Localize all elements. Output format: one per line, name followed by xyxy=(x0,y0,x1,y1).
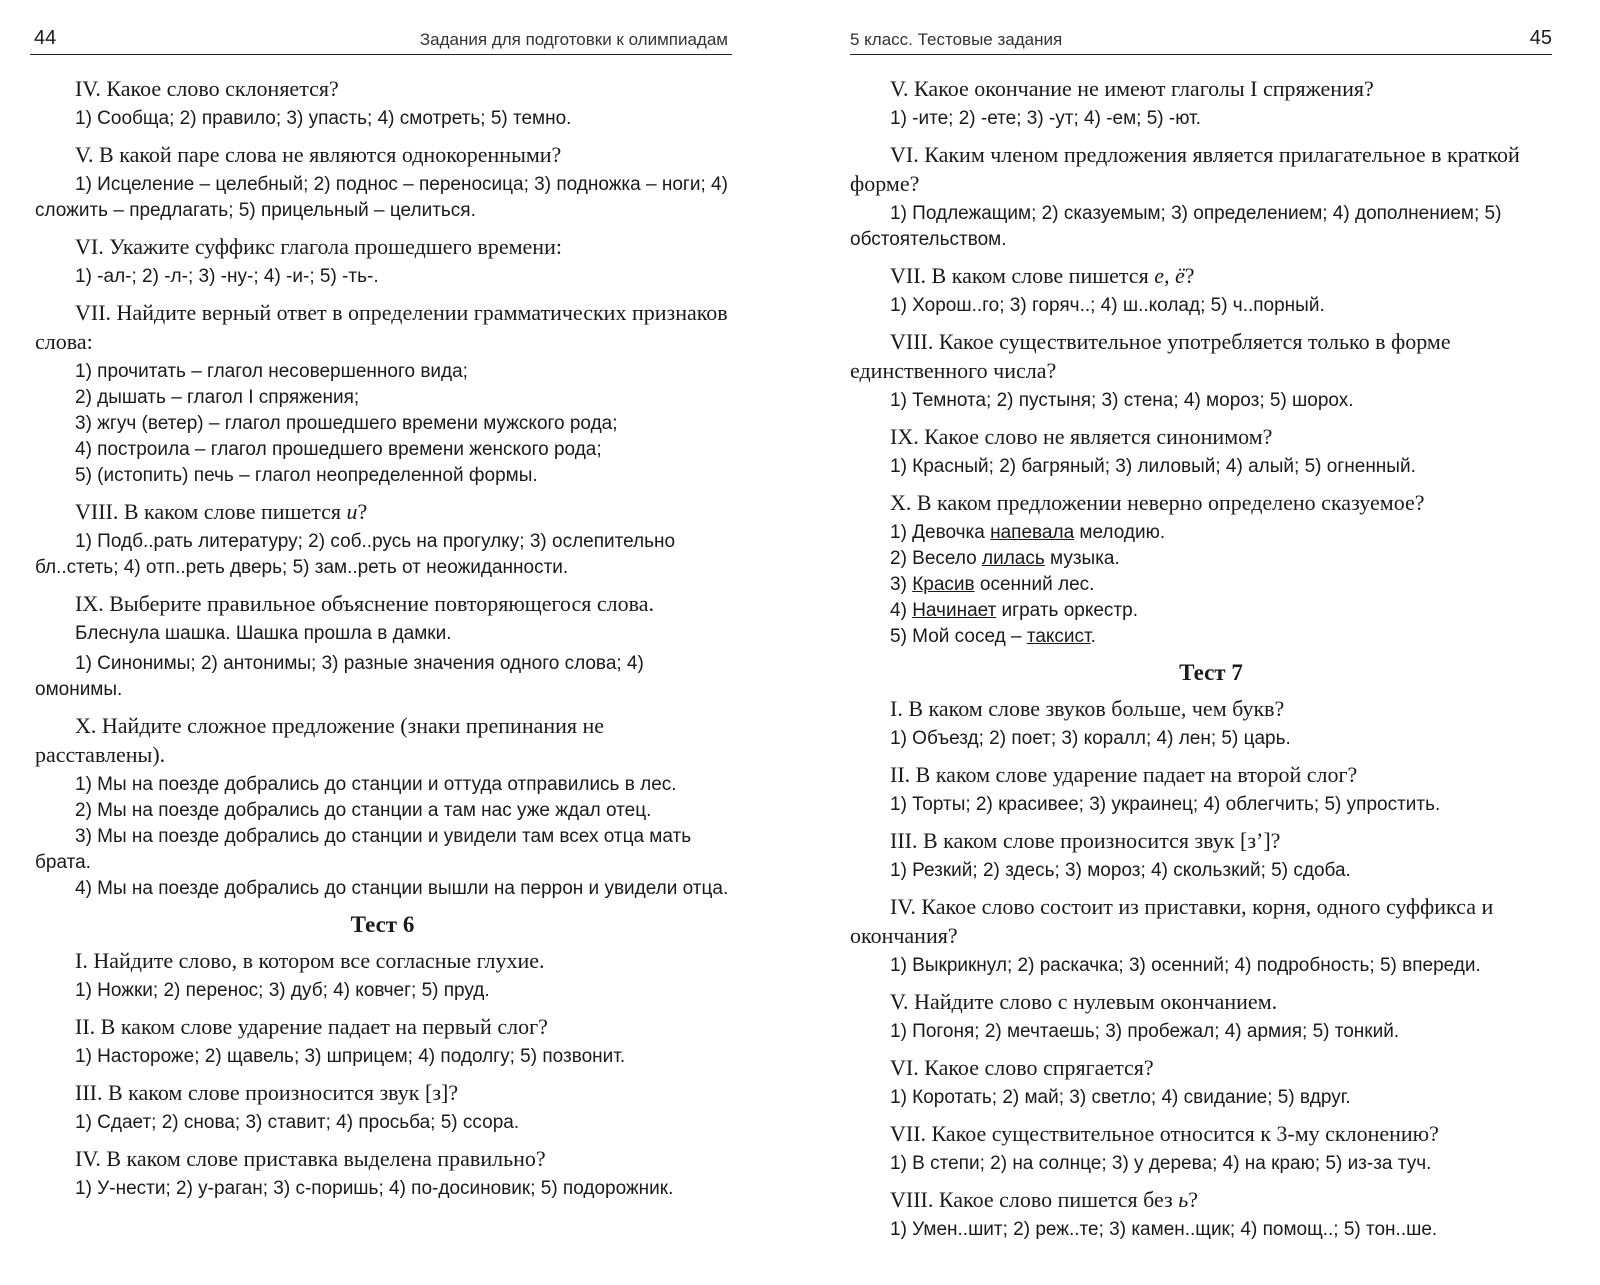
item-text: 3) xyxy=(890,574,913,595)
question-letters: е, ё xyxy=(1154,263,1185,288)
left-page xyxy=(0,0,760,1285)
answer-option: 2) Мы на поезде добрались до станции а там нас уже ждал отец. xyxy=(75,800,652,821)
answer-options: 1) У-нести; 2) у-раган; 3) с-поришь; 4) по-досиновик; 5) подорожник. xyxy=(75,1178,674,1199)
item-text: осенний лес. xyxy=(974,574,1095,595)
right-page xyxy=(830,0,1600,1285)
item-text: мелодию. xyxy=(1074,522,1166,543)
question: I. В каком слове звуков больше, чем букв? xyxy=(890,696,1285,721)
question: II. В каком слове ударение падает на первый слог? xyxy=(75,1014,548,1039)
left-running-head xyxy=(30,22,732,55)
question: II. В каком слове ударение падает на второй слог? xyxy=(890,762,1358,787)
answer-options: 1) Подлежащим; 2) сказуемым; 3) определением; 4) дополнением; 5) обстоятельством. xyxy=(850,203,1502,250)
underlined-predicate: таксист xyxy=(1026,626,1091,647)
answer-options: 1) Темнота; 2) пустыня; 3) стена; 4) мороз; 5) шорох. xyxy=(890,390,1354,411)
question: VII. Найдите верный ответ в определении грамматических признаков слова: xyxy=(35,300,728,354)
item-text: играть оркестр. xyxy=(996,600,1138,621)
underlined-predicate: Начинает xyxy=(912,600,997,621)
list-item: 4) построила – глагол прошедшего времени женского рода; xyxy=(75,439,602,460)
question: IV. В каком слове приставка выделена правильно? xyxy=(75,1146,546,1171)
question: X. В каком предложении неверно определено сказуемое? xyxy=(890,490,1425,515)
question: IX. Выберите правильное объяснение повторяющегося слова. xyxy=(75,591,654,616)
question: IX. Какое слово не является синонимом? xyxy=(890,424,1273,449)
question: VII. Какое существительное относится к 3-му склонению? xyxy=(890,1121,1439,1146)
answer-options: 1) Синонимы; 2) антонимы; 3) разные значения одного слова; 4) омонимы. xyxy=(35,653,644,700)
question-text: VIII. Какое слово пишется без xyxy=(890,1187,1179,1212)
question: VIII. Какое существительное употребляется только в форме единственного числа? xyxy=(850,329,1451,383)
question-mark: ? xyxy=(1184,263,1195,288)
list-item xyxy=(890,520,1572,546)
underlined-predicate: напевала xyxy=(990,522,1075,543)
list-item: 3) жгуч (ветер) – глагол прошедшего времени мужского рода; xyxy=(75,413,618,434)
right-content xyxy=(850,66,1572,1247)
answer-options: 1) Выкрикнул; 2) раскачка; 3) осенний; 4) подробность; 5) впереди. xyxy=(890,955,1481,976)
answer-options: 1) Подб..рать литературу; 2) соб..русь на прогулку; 3) ослепительно бл..стеть; 4) отп..реть дверь; 5) зам..реть от неожиданности. xyxy=(35,531,676,578)
question-mark: ? xyxy=(357,499,368,524)
left-head-title: Задания для подготовки к олимпиадам xyxy=(419,30,728,49)
left-content xyxy=(35,66,730,1206)
item-text: 4) xyxy=(890,600,913,621)
list-item xyxy=(890,598,1572,624)
question: V. Какое окончание не имеют глаголы I спряжения? xyxy=(890,76,1374,101)
answer-list xyxy=(35,359,730,489)
answer-option: 1) Мы на поезде добрались до станции и оттуда отправились в лес. xyxy=(75,774,677,795)
question: IV. Какое слово состоит из приставки, корня, одного суффикса и окончания? xyxy=(850,894,1494,948)
question: I. Найдите слово, в котором все согласные глухие. xyxy=(75,948,545,973)
question: III. В каком слове произносится звук [з’]? xyxy=(890,828,1281,853)
list-item: 2) дышать – глагол I спряжения; xyxy=(75,387,360,408)
question-sample-text: Блеснула шашка. Шашка прошла в дамки. xyxy=(75,623,452,644)
answer-options: 1) Исцеление – целебный; 2) поднос – переносица; 3) подножка – ноги; 4) сложить – предлагать; 5) прицельный – целиться. xyxy=(35,174,728,221)
question: IV. Какое слово склоняется? xyxy=(75,76,339,101)
answer-list xyxy=(850,520,1572,650)
answer-options: 1) Сообща; 2) правило; 3) упасть; 4) смотреть; 5) темно. xyxy=(75,108,572,129)
answer-options: 1) Красный; 2) багряный; 3) лиловый; 4) алый; 5) огненный. xyxy=(890,456,1416,477)
answer-options: 1) -ал-; 2) -л-; 3) -ну-; 4) -и-; 5) -ть-. xyxy=(75,266,379,287)
item-text: 2) Весело xyxy=(890,548,982,569)
question-letter: ь xyxy=(1178,1187,1189,1212)
item-text: . xyxy=(1090,626,1096,647)
answer-options: 1) Умен..шит; 2) реж..те; 3) камен..щик; 4) помощ..; 5) тон..ше. xyxy=(890,1219,1438,1240)
question: V. Найдите слово с нулевым окончанием. xyxy=(890,989,1278,1014)
answer-options: 1) Объезд; 2) поет; 3) коралл; 4) лен; 5) царь. xyxy=(890,728,1291,749)
test-7-title: Тест 7 xyxy=(1179,660,1243,685)
answer-options: 1) Сдает; 2) снова; 3) ставит; 4) просьба; 5) ссора. xyxy=(75,1112,520,1133)
answer-option: 3) Мы на поезде добрались до станции и увидели там всех отца мать брата. xyxy=(35,826,692,873)
question: VI. Какое слово спрягается? xyxy=(890,1055,1154,1080)
question: V. В какой паре слова не являются однокоренными? xyxy=(75,142,562,167)
question: X. Найдите сложное предложение (знаки препинания не расставлены). xyxy=(35,713,605,767)
answer-options: 1) Торты; 2) красивее; 3) украинец; 4) облегчить; 5) упростить. xyxy=(890,794,1441,815)
answer-options: 1) Хорош..го; 3) горяч..; 4) ш..колад; 5) ч..порный. xyxy=(890,295,1325,316)
question-mark: ? xyxy=(1188,1187,1199,1212)
right-head-title: 5 класс. Тестовые задания xyxy=(850,30,1063,49)
answer-options: 1) Погоня; 2) мечтаешь; 3) пробежал; 4) армия; 5) тонкий. xyxy=(890,1021,1400,1042)
answer-options: 1) Ножки; 2) перенос; 3) дуб; 4) ковчег; 5) пруд. xyxy=(75,980,490,1001)
underlined-predicate: Красив xyxy=(912,574,975,595)
item-text: 5) Мой сосед – xyxy=(890,626,1027,647)
answer-options: 1) Коротать; 2) май; 3) светло; 4) свидание; 5) вдруг. xyxy=(890,1087,1351,1108)
list-item: 1) прочитать – глагол несовершенного вида; xyxy=(75,361,468,382)
item-text: музыка. xyxy=(1044,548,1120,569)
answer-options: 1) Резкий; 2) здесь; 3) мороз; 4) скользкий; 5) сдоба. xyxy=(890,860,1351,881)
question xyxy=(850,261,1572,290)
item-text: 1) Девочка xyxy=(890,522,991,543)
question: VI. Каким членом предложения является прилагательное в краткой форме? xyxy=(850,142,1520,196)
question-text: VII. В каком слове пишется xyxy=(890,263,1155,288)
question xyxy=(850,1185,1572,1214)
question-text: VIII. В каком слове пишется xyxy=(75,499,347,524)
question: III. В каком слове произносится звук [з]? xyxy=(75,1080,459,1105)
question-letter: и xyxy=(346,499,358,524)
list-item xyxy=(890,546,1572,572)
answer-options: 1) -ите; 2) -ете; 3) -ут; 4) -ем; 5) -ют. xyxy=(890,108,1201,129)
test-6-title: Тест 6 xyxy=(350,912,415,937)
answer-options: 1) В степи; 2) на солнце; 3) у дерева; 4) на краю; 5) из-за туч. xyxy=(890,1153,1432,1174)
underlined-predicate: лилась xyxy=(982,548,1045,569)
question xyxy=(35,497,730,526)
answer-options: 1) Настороже; 2) щавель; 3) шприцем; 4) подолгу; 5) позвонит. xyxy=(75,1046,626,1067)
list-item: 5) (истопить) печь – глагол неопределенной формы. xyxy=(75,465,538,486)
question: VI. Укажите суффикс глагола прошедшего времени: xyxy=(75,234,562,259)
right-page-number: 45 xyxy=(1529,27,1552,49)
list-item xyxy=(890,572,1572,598)
left-page-number: 44 xyxy=(34,27,57,49)
answer-option: 4) Мы на поезде добрались до станции вышли на перрон и увидели отца. xyxy=(75,878,729,899)
right-running-head xyxy=(850,22,1552,55)
list-item xyxy=(890,624,1572,650)
